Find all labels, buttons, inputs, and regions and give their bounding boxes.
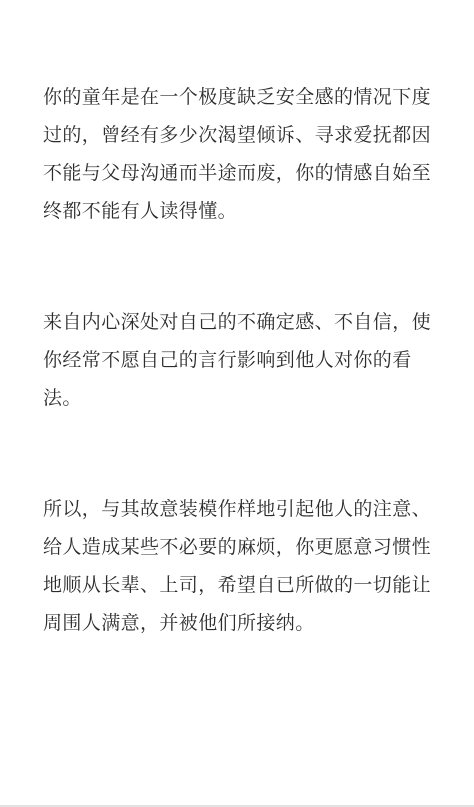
paragraph-3: 所以，与其故意装模作样地引起他人的注意、给人造成某些不必要的麻烦，你更愿意习惯性地顺从长辈、上司，希望自已所做的一切能让周围人满意，并被他们所接纳。 (43, 498, 432, 634)
paragraph-1: 你的童年是在一个极度缺乏安全感的情况下度过的，曾经有多少次渴望倾诉、寻求爱抚都因不能与父母沟通而半途而废，你的情感自始至终都不能有人读得懂。 (43, 86, 432, 222)
paragraph-2: 来自内心深处对自己的不确定感、不自信，使你经常不愿自己的言行影响到他人对你的看法。 (43, 311, 432, 409)
